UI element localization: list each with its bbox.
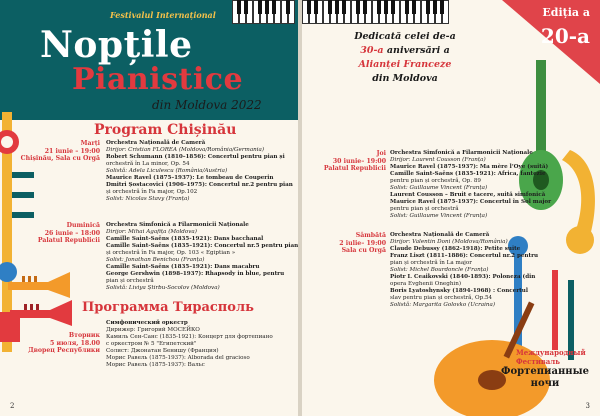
- left-page: [0, 0, 298, 416]
- event-date: [20, 140, 100, 163]
- event-line: Solist: Nicolas Stavy (Franța): [106, 196, 190, 202]
- event-time: 5 июля, 18.00: [49, 339, 100, 347]
- subtitle-moldova-2022: din Moldova 2022: [152, 98, 262, 112]
- event-line: Orchestra Simfonică a Filarmonicii Naționale: [390, 150, 533, 156]
- event-line: și orchestră în Fa major, Op. 103 « Egiptian »: [106, 250, 236, 256]
- event-line: Морис Равель (1875-1937): Вальс: [106, 362, 205, 368]
- event-line: pentru pian și orchestră: [390, 206, 459, 212]
- dedication-alliance: Alianței Franceze: [358, 59, 452, 70]
- event-line: Robert Schumann (1810–1856): Concertul pentru pian și: [106, 154, 285, 160]
- event-venue: Palatul Republicii: [323, 165, 386, 172]
- event-line: Maurice Ravel (1875–1937): Le tombeau de Couperin: [106, 175, 274, 181]
- dedication-text: [310, 30, 500, 86]
- event-day: Вторник: [68, 332, 100, 339]
- event-venue: Дворец Республики: [28, 347, 100, 354]
- edition-label: Ediția a: [542, 6, 590, 19]
- dedication-line: din Moldova: [372, 73, 438, 84]
- event-line: Solistă: Liviya Știrbu-Socolov (Moldova): [106, 285, 220, 291]
- event-time: 30 iunie– 19:00: [332, 157, 386, 165]
- event-time: 2 iulie– 19:00: [339, 239, 386, 247]
- event-date: [302, 150, 386, 173]
- event-date: [302, 232, 386, 255]
- event-line: Maurice Ravel (1875-1937): Concertul în Sol major: [390, 199, 552, 205]
- event-line: Камиль Сен-Санс (1835-1921): Концерт для фортепиано: [106, 334, 273, 340]
- dedication-line: Dedicată celei de-a: [354, 31, 456, 42]
- event-line: Orchestra Națională de Cameră: [106, 140, 206, 146]
- event-line: Camille Saint-Saëns (1835–1921): Concertul nr.5 pentru pian: [106, 243, 298, 249]
- event-line: pian și orchestră în La major: [390, 260, 472, 266]
- event-line: Dirijor: Valentin Doni (Moldova/România): [390, 239, 508, 245]
- event-day: Sâmbătă: [355, 232, 386, 239]
- event-line: George Gershwin (1898–1937): Rhapsody in blue, pentru: [106, 271, 285, 277]
- event-line: pentru pian și orchestră, Op. 89: [390, 178, 481, 184]
- ru-festival-label: Международный Фестиваль: [516, 348, 586, 366]
- event-line: slav pentru pian și orchestră, Op.54: [390, 295, 493, 301]
- event-line: Dirijor: Cristian FLOREA (Moldova/România/Germania): [106, 147, 265, 153]
- event-line: с оркестром № 5 "Египетский": [106, 341, 197, 347]
- event-day: Joi: [376, 150, 386, 157]
- event-line: Solist: Michel Bourdoncle (Franța): [390, 267, 489, 273]
- event-venue: Sala cu Orgă: [341, 247, 386, 254]
- event-line: Дирижер: Григорий МОСЕЙКО: [106, 327, 200, 333]
- trumpets-illustration: [4, 268, 78, 334]
- event-time: 26 iunie – 18:00: [44, 229, 100, 237]
- event-time: 21 iunie – 19:00: [44, 147, 100, 155]
- event-line: orchestră în La minor, Op. 54: [106, 161, 190, 167]
- event-line: Solist: Guillaume Vincent (Franța): [390, 185, 488, 191]
- event-line: Claude Debussy (1862-1918): Petite suite: [390, 246, 521, 252]
- event-line: Dirijor: Mihai Agafița (Moldova): [106, 229, 197, 235]
- page-number: 3: [585, 402, 590, 410]
- event-line: Laurent Cousson – Bruit e tacere, suită simfonică: [390, 192, 546, 198]
- page-number: 2: [10, 402, 15, 410]
- event-line: Симфонический оркестр: [106, 320, 188, 326]
- title-noptile: Nopțile: [40, 24, 193, 66]
- event-venue: Palatul Republicii: [37, 237, 100, 244]
- event-details: [106, 140, 293, 203]
- event-line: Camille Saint-Saëns (1835-1921): Dans bacchanal: [106, 236, 264, 242]
- event-day: Duminică: [66, 222, 100, 229]
- ru-festival-title: Фортепианные ночи: [501, 366, 589, 389]
- event-details: [390, 232, 538, 309]
- piano-keys-illustration: [232, 0, 298, 24]
- event-day: Marți: [80, 140, 100, 147]
- event-details: [390, 150, 551, 220]
- event-line: Морис Равель (1875-1937): Alborada del gracioso: [106, 355, 250, 361]
- title-pianistice: Pianistice: [72, 62, 244, 97]
- event-line: Orchestra Națională de Cameră: [390, 232, 490, 238]
- event-line: Dirijor: Laurent Cousson (Franța): [390, 157, 486, 163]
- dedication-line: aniversări a: [383, 45, 450, 56]
- event-date: [20, 332, 100, 355]
- event-line: Camille Saint-Saëns (1835-1921): Africa, fantezie: [390, 171, 546, 177]
- event-line: pian și orchestră: [106, 278, 154, 284]
- event-line: Solist: Guillaume Vincent (Franța): [390, 213, 488, 219]
- event-venue: Chișinău, Sala cu Orgă: [20, 155, 100, 162]
- event-line: Dmitri Șostacovici (1906–1975): Concertul nr.2 pentru pian: [106, 182, 293, 188]
- right-page: [302, 0, 600, 416]
- program-tiraspol-heading: Программа Тирасполь: [82, 300, 254, 315]
- event-line: Orchestra Simfonică a Filarmonicii Naționale: [106, 222, 249, 228]
- event-line: opera Evghenii Oneghin): [390, 281, 461, 287]
- event-line: Piotr I. Ceaikovski (1840-1893): Poloneza (din: [390, 274, 536, 280]
- piano-keys-illustration: [302, 0, 482, 24]
- event-date: [20, 222, 100, 245]
- event-details: [106, 222, 298, 292]
- program-chisinau-heading: Program Chișinău: [94, 122, 237, 138]
- event-line: Solist: Jonathan Benichou (Franța): [106, 257, 205, 263]
- event-details: [106, 320, 273, 369]
- edition-number: 20-a: [540, 24, 590, 48]
- event-line: Camille Saint-Saëns (1835–1921): Dans macabru: [106, 264, 260, 270]
- event-line: Solistă: Adela Liculescu (România/Austria): [106, 168, 228, 174]
- event-line: Franz Liszt (1811–1886): Concertul nr.2 pentru: [390, 253, 539, 259]
- festival-label: Festivalul Internațional: [110, 10, 216, 20]
- event-line: Solistă: Margarita Golovko (Ucraina): [390, 302, 496, 308]
- dedication-anniversary: 30-a: [360, 45, 384, 56]
- event-line: Boris Lyatoshynsky (1894-1968) : Concertul: [390, 288, 528, 294]
- event-line: și orchestră în Fa major, Op.102: [106, 189, 198, 195]
- event-line: Maurice Ravel (1875-1937): Ma mère l’Oye (suită): [390, 164, 549, 170]
- event-line: Солист: Джонатан Бенишу (Франция): [106, 348, 219, 354]
